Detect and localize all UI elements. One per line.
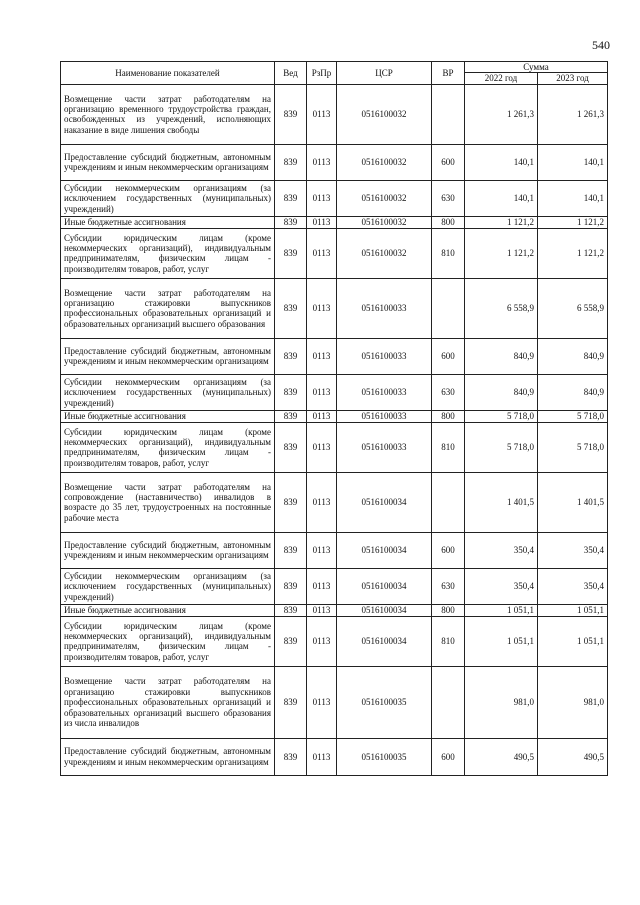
row-amount-2022: 1 261,3 [465, 84, 538, 144]
header-year-2022: 2022 год [465, 73, 538, 84]
row-name: Субсидии юридическим лицам (кроме некоммерческих организаций), индивидуальным предпринимателям, физическим лицам - производителям товаров, работ, услуг [61, 422, 275, 472]
table-row [61, 568, 608, 604]
row-vr [432, 472, 465, 532]
row-ved: 839 [275, 278, 307, 338]
row-vr: 600 [432, 144, 465, 180]
row-vr: 630 [432, 374, 465, 410]
row-ved: 839 [275, 616, 307, 666]
row-amount-2023: 1 051,1 [538, 616, 608, 666]
row-vr: 800 [432, 410, 465, 422]
row-amount-2022: 840,9 [465, 338, 538, 374]
row-rzpr: 0113 [307, 144, 337, 180]
row-amount-2022: 140,1 [465, 144, 538, 180]
row-amount-2023: 350,4 [538, 568, 608, 604]
row-vr: 630 [432, 180, 465, 216]
table-row [61, 216, 608, 228]
row-vr: 630 [432, 568, 465, 604]
table-row [61, 278, 608, 338]
row-amount-2023: 1 051,1 [538, 604, 608, 616]
row-ved: 839 [275, 410, 307, 422]
header-name: Наименование показателей [61, 62, 275, 85]
row-amount-2023: 140,1 [538, 180, 608, 216]
row-vr: 810 [432, 228, 465, 278]
row-amount-2022: 1 051,1 [465, 604, 538, 616]
row-amount-2023: 1 401,5 [538, 472, 608, 532]
row-csr: 0516100033 [337, 374, 432, 410]
row-vr: 800 [432, 604, 465, 616]
row-name: Субсидии юридическим лицам (кроме некоммерческих организаций), индивидуальным предпринимателям, физическим лицам - производителям товаров, работ, услуг [61, 616, 275, 666]
row-amount-2022: 1 121,2 [465, 216, 538, 228]
row-amount-2022: 1 051,1 [465, 616, 538, 666]
table-row [61, 616, 608, 666]
header-csr: ЦСР [337, 62, 432, 85]
row-amount-2022: 1 121,2 [465, 228, 538, 278]
row-rzpr: 0113 [307, 532, 337, 568]
row-csr: 0516100035 [337, 738, 432, 775]
row-csr: 0516100034 [337, 568, 432, 604]
row-amount-2023: 5 718,0 [538, 422, 608, 472]
table-row [61, 532, 608, 568]
row-name: Возмещение части затрат работодателям на сопровождение (наставничество) инвалидов в возрасте до 35 лет, трудоустроенных на постоянные рабочие места [61, 472, 275, 532]
table-row [61, 338, 608, 374]
row-rzpr: 0113 [307, 604, 337, 616]
row-amount-2022: 350,4 [465, 568, 538, 604]
row-csr: 0516100033 [337, 422, 432, 472]
row-vr: 600 [432, 338, 465, 374]
row-vr [432, 666, 465, 738]
row-amount-2022: 5 718,0 [465, 422, 538, 472]
row-rzpr: 0113 [307, 616, 337, 666]
row-name: Субсидии некоммерческим организациям (за исключением государственных (муниципальных) учреждений) [61, 374, 275, 410]
table-header [61, 62, 608, 85]
row-vr: 810 [432, 422, 465, 472]
row-amount-2022: 1 401,5 [465, 472, 538, 532]
row-amount-2022: 840,9 [465, 374, 538, 410]
row-name: Иные бюджетные ассигнования [61, 410, 275, 422]
row-rzpr: 0113 [307, 374, 337, 410]
header-ved: Вед [275, 62, 307, 85]
row-amount-2022: 140,1 [465, 180, 538, 216]
row-csr: 0516100032 [337, 216, 432, 228]
row-csr: 0516100033 [337, 278, 432, 338]
row-vr [432, 84, 465, 144]
row-name: Возмещение части затрат работодателям на организацию стажировки выпускников профессиональных образовательных организаций и образовательных организаций высшего образования из числа инвалидов [61, 666, 275, 738]
row-csr: 0516100034 [337, 472, 432, 532]
row-ved: 839 [275, 568, 307, 604]
row-name: Возмещение части затрат работодателям на организацию стажировки выпускников профессиональных образовательных организаций и образовательных организаций высшего образования [61, 278, 275, 338]
row-vr: 810 [432, 616, 465, 666]
row-amount-2023: 1 261,3 [538, 84, 608, 144]
row-amount-2022: 350,4 [465, 532, 538, 568]
row-amount-2023: 6 558,9 [538, 278, 608, 338]
row-ved: 839 [275, 228, 307, 278]
table-row [61, 472, 608, 532]
row-csr: 0516100032 [337, 180, 432, 216]
row-name: Субсидии некоммерческим организациям (за исключением государственных (муниципальных) учреждений) [61, 568, 275, 604]
row-name: Предоставление субсидий бюджетным, автономным учреждениям и иным некоммерческим организациям [61, 338, 275, 374]
row-name: Иные бюджетные ассигнования [61, 216, 275, 228]
row-ved: 839 [275, 604, 307, 616]
row-ved: 839 [275, 472, 307, 532]
row-amount-2023: 981,0 [538, 666, 608, 738]
row-ved: 839 [275, 144, 307, 180]
row-rzpr: 0113 [307, 422, 337, 472]
row-ved: 839 [275, 422, 307, 472]
row-ved: 839 [275, 216, 307, 228]
table-row [61, 374, 608, 410]
row-ved: 839 [275, 738, 307, 775]
row-rzpr: 0113 [307, 278, 337, 338]
row-ved: 839 [275, 338, 307, 374]
row-rzpr: 0113 [307, 472, 337, 532]
row-amount-2023: 1 121,2 [538, 228, 608, 278]
row-vr: 600 [432, 738, 465, 775]
row-csr: 0516100032 [337, 228, 432, 278]
row-name: Предоставление субсидий бюджетным, автономным учреждениям и иным некоммерческим организациям [61, 144, 275, 180]
row-csr: 0516100034 [337, 604, 432, 616]
row-rzpr: 0113 [307, 666, 337, 738]
table-row [61, 422, 608, 472]
row-vr: 600 [432, 532, 465, 568]
row-name: Субсидии некоммерческим организациям (за исключением государственных (муниципальных) учреждений) [61, 180, 275, 216]
row-rzpr: 0113 [307, 84, 337, 144]
row-amount-2022: 5 718,0 [465, 410, 538, 422]
table-body [61, 84, 608, 775]
row-amount-2023: 5 718,0 [538, 410, 608, 422]
budget-table [60, 61, 608, 776]
row-rzpr: 0113 [307, 180, 337, 216]
row-ved: 839 [275, 180, 307, 216]
row-name: Предоставление субсидий бюджетным, автономным учреждениям и иным некоммерческим организациям [61, 532, 275, 568]
row-csr: 0516100032 [337, 84, 432, 144]
row-rzpr: 0113 [307, 568, 337, 604]
table-row [61, 410, 608, 422]
row-amount-2022: 6 558,9 [465, 278, 538, 338]
table-row [61, 144, 608, 180]
row-rzpr: 0113 [307, 216, 337, 228]
row-csr: 0516100035 [337, 666, 432, 738]
header-vr: ВР [432, 62, 465, 85]
header-sum: Сумма [465, 62, 608, 73]
row-vr: 800 [432, 216, 465, 228]
row-amount-2023: 490,5 [538, 738, 608, 775]
table-row [61, 738, 608, 775]
header-rzpr: РзПр [307, 62, 337, 85]
row-ved: 839 [275, 374, 307, 410]
row-name: Предоставление субсидий бюджетным, автономным учреждениям и иным некоммерческим организациям [61, 738, 275, 775]
row-ved: 839 [275, 532, 307, 568]
row-amount-2023: 840,9 [538, 374, 608, 410]
row-csr: 0516100034 [337, 532, 432, 568]
row-rzpr: 0113 [307, 738, 337, 775]
row-csr: 0516100032 [337, 144, 432, 180]
table-row [61, 228, 608, 278]
row-amount-2023: 140,1 [538, 144, 608, 180]
row-ved: 839 [275, 666, 307, 738]
row-name: Субсидии юридическим лицам (кроме некоммерческих организаций), индивидуальным предпринимателям, физическим лицам - производителям товаров, работ, услуг [61, 228, 275, 278]
row-csr: 0516100033 [337, 410, 432, 422]
row-rzpr: 0113 [307, 410, 337, 422]
table-row [61, 180, 608, 216]
row-amount-2022: 490,5 [465, 738, 538, 775]
row-amount-2023: 840,9 [538, 338, 608, 374]
header-year-2023: 2023 год [538, 73, 608, 84]
row-rzpr: 0113 [307, 228, 337, 278]
row-vr [432, 278, 465, 338]
table-row [61, 604, 608, 616]
row-name: Возмещение части затрат работодателям на организацию временного трудоустройства граждан, освобожденных из учреждений, исполняющих наказание в виде лишения свободы [61, 84, 275, 144]
table-row [61, 666, 608, 738]
row-csr: 0516100034 [337, 616, 432, 666]
row-amount-2023: 1 121,2 [538, 216, 608, 228]
row-name: Иные бюджетные ассигнования [61, 604, 275, 616]
row-amount-2022: 981,0 [465, 666, 538, 738]
row-ved: 839 [275, 84, 307, 144]
page-number: 540 [592, 38, 610, 52]
row-csr: 0516100033 [337, 338, 432, 374]
row-rzpr: 0113 [307, 338, 337, 374]
row-amount-2023: 350,4 [538, 532, 608, 568]
table-row [61, 84, 608, 144]
